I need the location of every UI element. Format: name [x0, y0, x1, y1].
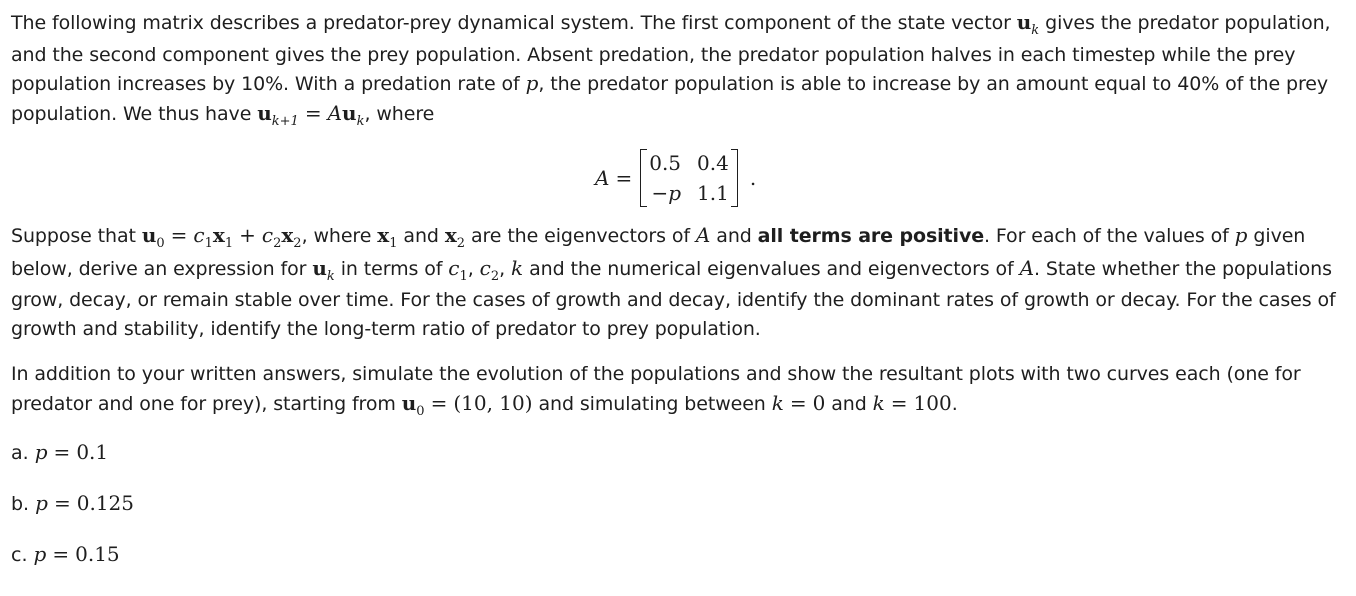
matrix-cell-12: 0.4	[697, 151, 729, 175]
intro-text-1: The following matrix describes a predator-prey dynamical system. The first component of the state vector	[11, 12, 1017, 34]
problem-statement	[11, 8, 1341, 593]
math-A: A	[1019, 255, 1035, 280]
math-c2: $c_2$	[479, 255, 500, 284]
math-uk: $u_k$	[312, 255, 335, 284]
math-c1: $c_1$	[448, 255, 468, 284]
item-label: a.	[11, 442, 29, 464]
left-bracket	[640, 149, 647, 207]
matrix-equals: =	[615, 166, 633, 190]
matrix-equation	[595, 147, 756, 209]
math-k-start: k = 0	[771, 390, 826, 415]
math-recurrence: $u_{k+1} = Au_k$	[257, 100, 365, 129]
intro-text-4: , where	[364, 102, 435, 125]
eigen-paragraph: Suppose that $u_0 = c_1x_1 + c_2x_2$, where $x_1$ and $x_2$ are the eigenvectors of A and all terms are positive. For each of the values of p given below, derive an expression for $u_k$ in terms of $c_1$, $c_2$, k and the numerical eigenvalues and eigenvectors of A. State whether the populations grow, decay, or remain stable over time. For the cases of growth and decay, identify the dominant rates of growth or decay. For the cases of growth and stability, identify the long-term ratio of predator to prey population.	[11, 223, 1336, 340]
question-list	[11, 440, 1341, 593]
math-A: A	[695, 223, 711, 247]
matrix-cell-22: 1.1	[697, 181, 729, 205]
question-item-b	[11, 491, 1341, 542]
question-item-a	[11, 440, 1341, 491]
right-bracket	[731, 149, 738, 207]
math-k-end: k = 100	[872, 390, 952, 415]
intro-text-2: gives the predator population, and the second component gives the prey population. Absent predation, the predator population halves in each timestep while the prey population increases by 10%. With a predation rate of	[11, 12, 1331, 95]
simulation-paragraph: In addition to your written answers, simulate the evolution of the populations and show the resultant plots with two curves each (one for predator and one for prey), starting from $u_0 = (10$, 10) and simulating between k = 0 and k = 100.	[11, 363, 1301, 419]
math-x1: $x_1$	[377, 223, 398, 251]
math-k: k	[511, 255, 524, 280]
matrix-period: .	[749, 166, 757, 190]
matrix-display	[11, 131, 1341, 221]
math-u0-decomposition: $u_0 = c_1x_1 + c_2x_2$	[141, 223, 302, 251]
math-uk: $u_k$	[1016, 10, 1040, 38]
matrix-cell-21: −p	[651, 181, 682, 205]
item-label: b.	[11, 493, 30, 515]
matrix-label: A	[595, 166, 610, 190]
math-p-value: p = 0.125	[35, 491, 134, 515]
question-item-c	[11, 542, 1341, 593]
math-p: p	[1234, 223, 1248, 247]
math-p-value: p = 0.1	[34, 440, 109, 464]
item-label: c.	[11, 544, 28, 566]
math-p: p	[525, 71, 539, 95]
matrix-cell-11: 0.5	[649, 151, 682, 175]
math-initial-condition: $u_0 = (10$, 10)	[401, 390, 533, 419]
intro-text-3: , the predator population is able to increase by an amount equal to 40% of the prey population. We thus have	[11, 73, 1328, 125]
math-x2: $x_2$	[444, 223, 466, 251]
emphasis-all-terms-positive: all terms are positive	[757, 225, 985, 247]
matrix-grid	[647, 149, 731, 207]
math-p-value: p = 0.15	[33, 542, 120, 566]
intro-paragraph	[11, 8, 1341, 131]
